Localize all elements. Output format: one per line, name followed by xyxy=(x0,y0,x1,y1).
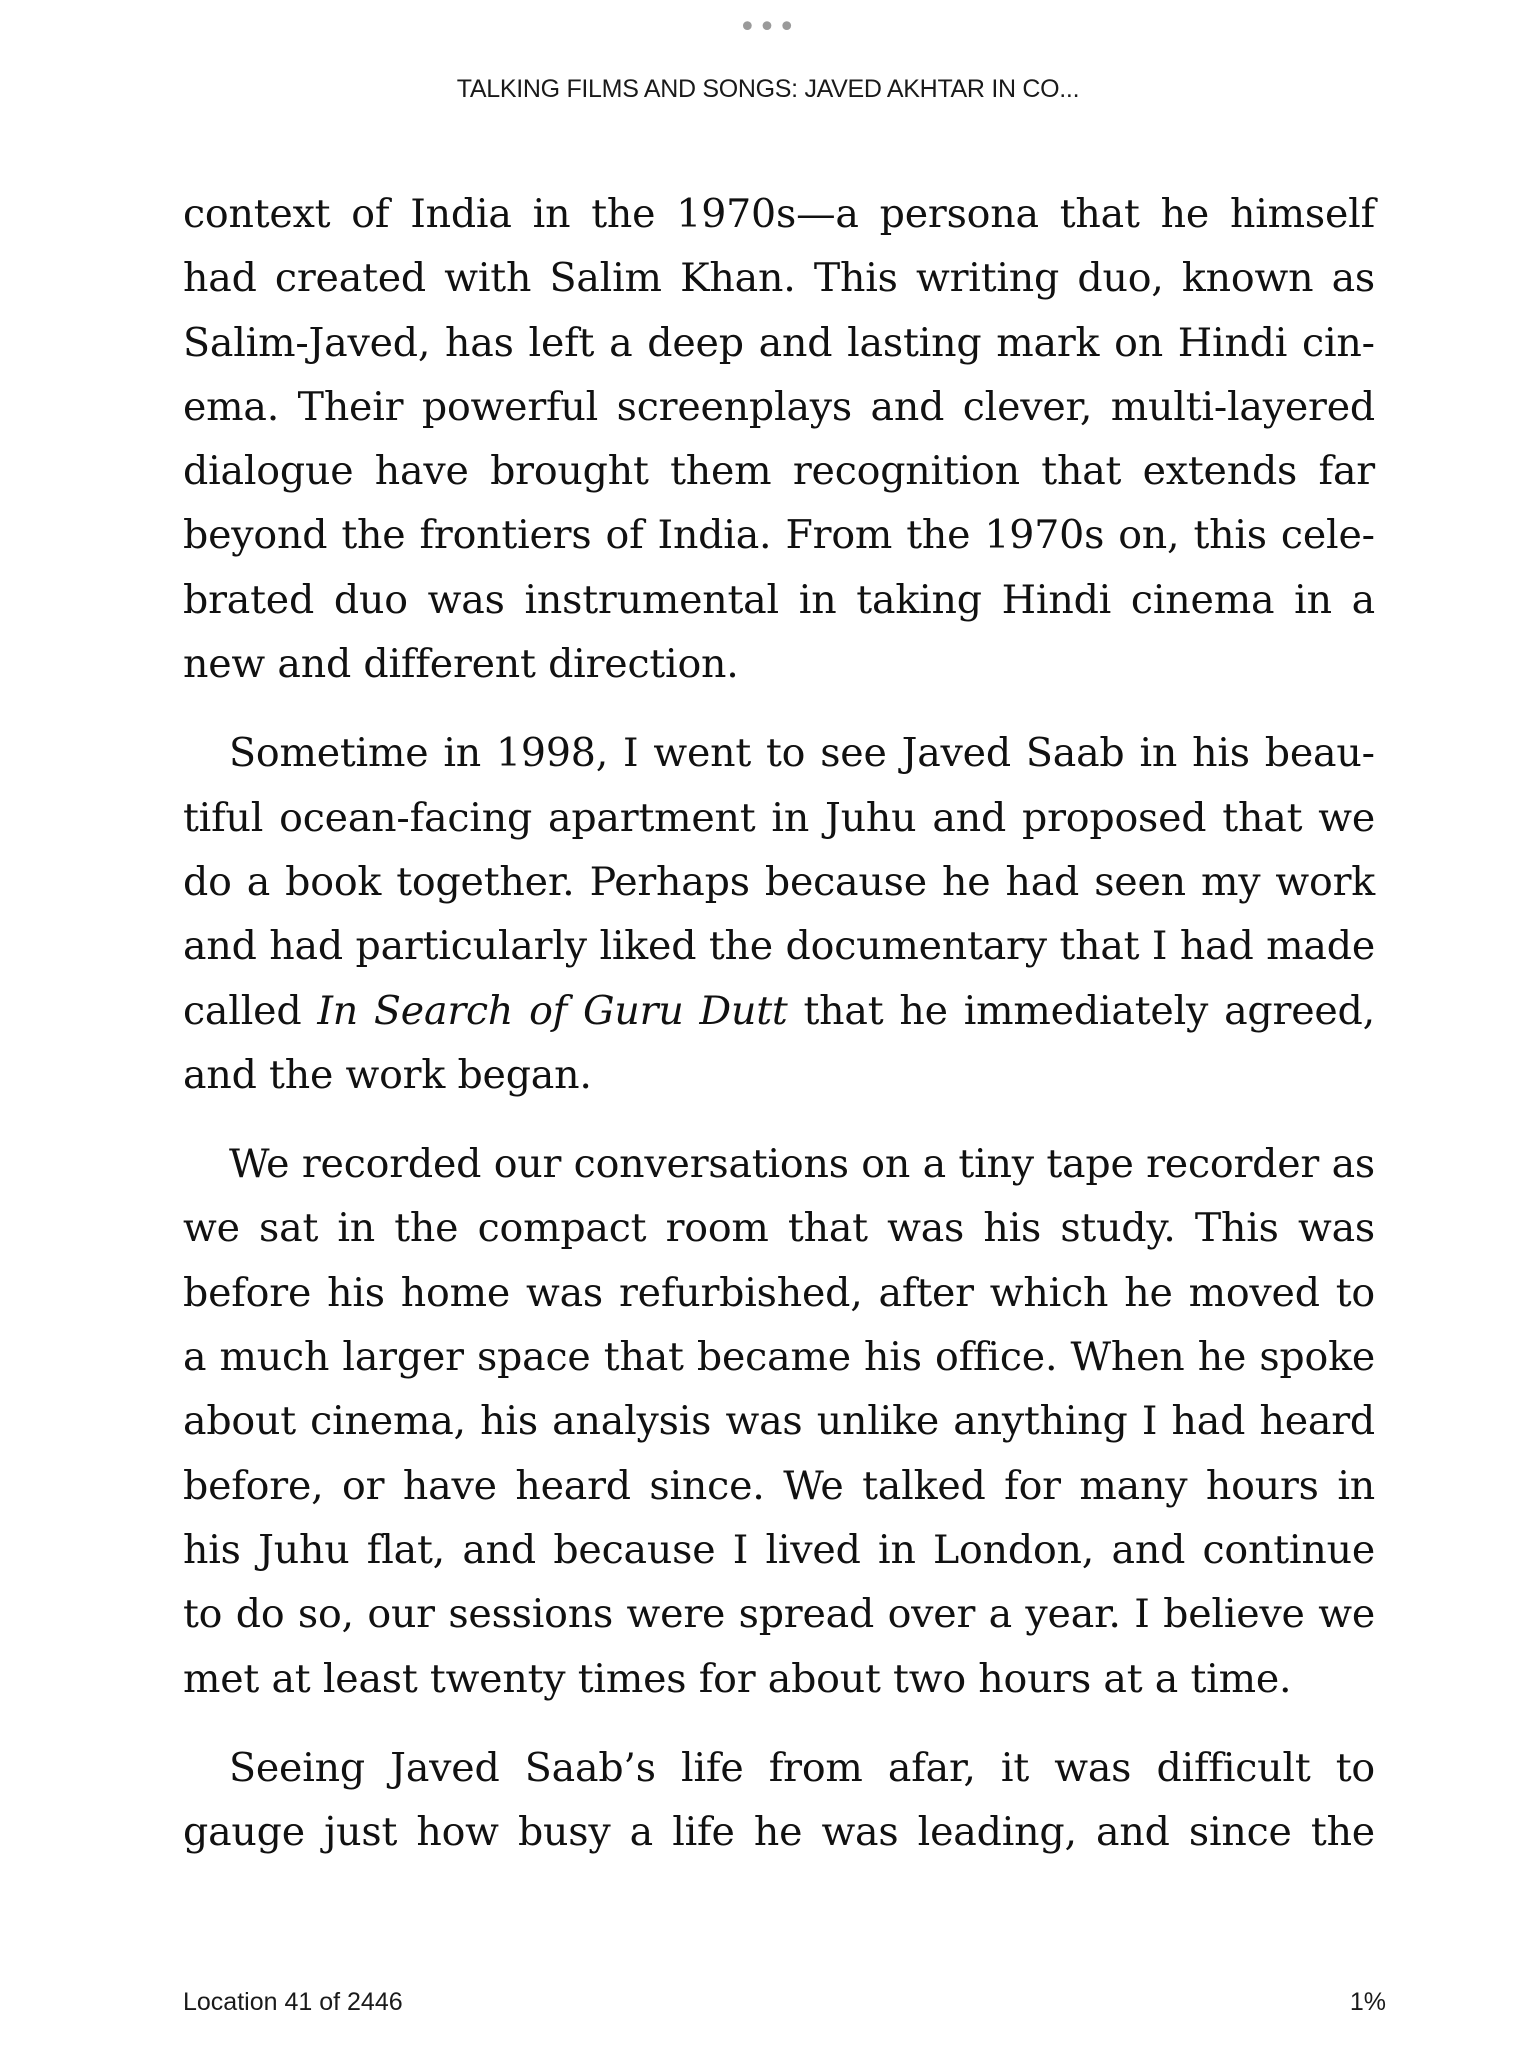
more-options-icon[interactable]: ••• xyxy=(738,10,798,45)
paragraph-1: context of India in the 1970s—a persona that he himself had created with Salim Khan. This writing duo, known as Salim-Javed, has left a deep and lasting mark on Hindi cinema. Their powerful screenplays and clever, multi-layered dialogue have brought them recognition that extends far beyond the frontiers of India. From the 1970s on, this celebrated duo was instrumental in taking Hindi cinema in a new and different direction. xyxy=(183,191,1375,688)
paragraph-2 xyxy=(183,721,1375,1107)
book-title: TALKING FILMS AND SONGS: JAVED AKHTAR IN CO... xyxy=(456,75,1080,103)
location-indicator[interactable]: Location 41 of 2446 xyxy=(183,1988,403,2016)
paragraph-2-text: Sometime in 1998, I went to see Javed Saab in his beautiful ocean-facing apartment in Juhu and proposed that we do a book together. Perhaps because he had seen my work and had particularly liked the documentary that I had made called xyxy=(183,730,1375,1034)
reading-pane[interactable] xyxy=(183,182,1375,1864)
paragraph-3: We recorded our conversations on a tiny tape recorder as we sat in the compact room that was his study. This was before his home was refurbished, after which he moved to a much larger space that became his office. When he spoke about cinema, his analysis was unlike anything I had heard before, or have heard since. We talked for many hours in his Juhu flat, and because I lived in London, and continue to do so, our sessions were spread over a year. I believe we met at least twenty times for about two hours at a time. xyxy=(183,1141,1375,1702)
film-title: In Search of Guru Dutt xyxy=(317,987,788,1034)
paragraph-4: Seeing Javed Saab’s life from afar, it was difficult to gauge just how busy a life he was leading, and since the xyxy=(183,1744,1375,1856)
progress-percent: 1% xyxy=(1349,1988,1386,2016)
paragraph-2-text-end: that he immediately agreed, and the work began. xyxy=(183,987,1375,1098)
